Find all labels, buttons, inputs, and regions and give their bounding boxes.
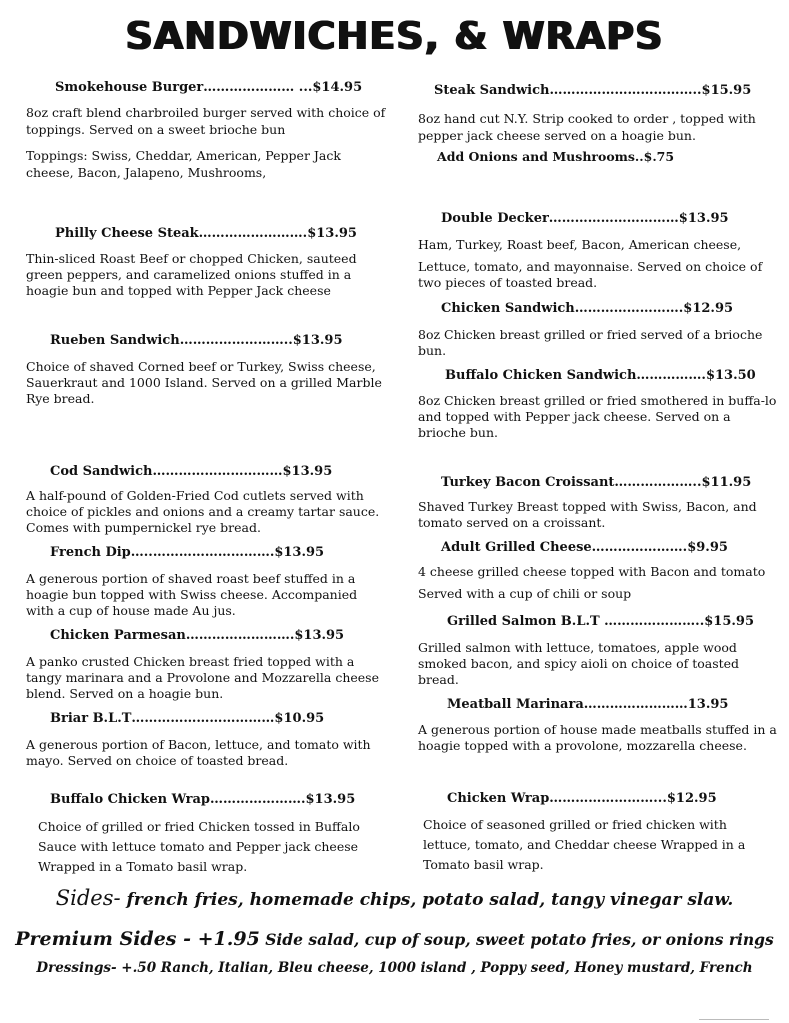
menu-item-description: 8oz Chicken breast grilled or fried smothered in buffa-lo and topped with Pepper jack cheese. Served on a brioche bun.	[418, 393, 777, 440]
menu-item-description: Shaved Turkey Breast topped with Swiss, Bacon, and tomato served on a croissant.	[418, 499, 757, 530]
menu-item-name: Steak Sandwich……………………………..$15.95	[434, 83, 752, 98]
description-line: 8oz craft blend charbroiled burger served with choice of toppings. Served on a sweet brioche bun	[26, 105, 386, 137]
menu-item-description: A generous portion of shaved roast beef stuffed in a hoagie bun topped with Swiss cheese. Accompanied with a cup of house made Au jus.	[26, 571, 358, 618]
description-line: 4 cheese grilled cheese topped with Bacon and tomato	[418, 564, 766, 579]
premium-sides-line	[0, 928, 789, 950]
menu-item-name: Chicken Parmesan…………………….$13.95	[50, 628, 345, 643]
menu-item-name: Buffalo Chicken Wrap………………….$13.95	[50, 792, 356, 807]
menu-item-name: Cod Sandwich…………………………$13.95	[50, 464, 333, 479]
sides-list: french fries, homemade chips, potato salad, tangy vinegar slaw.	[120, 890, 734, 910]
menu-item-description: Thin-sliced Roast Beef or chopped Chicken, sauteed green peppers, and caramelized onions stuffed in a hoagie bun and topped with Pepper Jack cheese	[26, 251, 357, 298]
premium-sides-label: Premium Sides - +1.95	[15, 928, 260, 950]
menu-item-name: Chicken Sandwich…………………….$12.95	[441, 301, 734, 316]
description-line: Toppings: Swiss, Cheddar, American, Pepper Jack cheese, Bacon, Jalapeno, Mushrooms,	[26, 148, 341, 180]
menu-item-name: Rueben Sandwich……………………..$13.95	[50, 333, 343, 348]
description-line: Add Onions and Mushrooms..$.75	[437, 149, 675, 164]
menu-item-name: Turkey Bacon Croissant………………..$11.95	[441, 475, 752, 490]
page-title: SANDWICHES, & WRAPS	[125, 14, 664, 58]
menu-item-description	[26, 104, 386, 181]
menu-item-name: Briar B.L.T……………………………$10.95	[50, 711, 325, 726]
menu-item-description: A half-pound of Golden-Fried Cod cutlets served with choice of pickles and onions and a creamy tartar sauce. Comes with pumpernickel rye bread.	[26, 488, 380, 535]
menu-item-description: A generous portion of house made meatballs stuffed in a hoagie topped with a provolone, mozzarella cheese.	[418, 722, 777, 753]
menu-item-name: Chicken Wrap……………………...$12.95	[447, 791, 717, 806]
menu-item-description: Grilled salmon with lettuce, tomatoes, apple wood smoked bacon, and spicy aioli on choice of toasted bread.	[418, 640, 740, 687]
menu-item-name: Philly Cheese Steak…………………….$13.95	[55, 226, 357, 241]
menu-item-description: Choice of shaved Corned beef or Turkey, Swiss cheese, Sauerkraut and 1000 Island. Served on a grilled Marble Rye bread.	[26, 359, 382, 406]
sides-line	[0, 886, 789, 910]
menu-item-description	[418, 564, 778, 602]
menu-item-description	[418, 237, 778, 291]
menu-item-name: Meatball Marinara……………………13.95	[447, 697, 729, 712]
menu-item-description: 8oz Chicken breast grilled or fried served of a brioche bun.	[418, 327, 763, 358]
page-edge-divider	[699, 1019, 769, 1020]
menu-item-description: Choice of seasoned grilled or fried chicken with lettuce, tomato, and Cheddar cheese Wrapped in a Tomato basil wrap.	[423, 817, 746, 872]
description-line: Lettuce, tomato, and mayonnaise. Served on choice of two pieces of toasted bread.	[418, 259, 763, 290]
menu-item-name: Adult Grilled Cheese………………….$9.95	[441, 540, 728, 555]
description-line: Ham, Turkey, Roast beef, Bacon, American cheese,	[418, 237, 742, 252]
description-line: 8oz hand cut N.Y. Strip cooked to order , topped with pepper jack cheese served on a hoagie bun.	[418, 111, 756, 143]
premium-sides-list: Side salad, cup of soup, sweet potato fries, or onions rings	[259, 930, 774, 949]
menu-item-name: Grilled Salmon B.L.T …………………..$15.95	[447, 614, 754, 629]
sides-label: Sides-	[55, 886, 121, 910]
menu-item-description: A panko crusted Chicken breast fried topped with a tangy marinara and a Provolone and Mozzarella cheese blend. Served on a hoagie bun.	[26, 654, 379, 701]
description-line: Served with a cup of chili or soup	[418, 586, 632, 601]
menu-item-name: Buffalo Chicken Sandwich…………….$13.50	[445, 368, 756, 383]
menu-item-name: Double Decker…………………………$13.95	[441, 211, 729, 226]
menu-item-name: Smokehouse Burger………………… ...$14.95	[55, 80, 363, 95]
menu-item-description	[418, 110, 778, 165]
menu-item-name: French Dip…..……………………….$13.95	[50, 545, 325, 560]
menu-item-description: A generous portion of Bacon, lettuce, and tomato with mayo. Served on choice of toasted bread.	[26, 737, 371, 768]
dressings-line: Dressings- +.50 Ranch, Italian, Bleu cheese, 1000 island , Poppy seed, Honey mustard, French	[36, 960, 753, 976]
menu-item-description: Choice of grilled or fried Chicken tossed in Buffalo Sauce with lettuce tomato and Pepper jack cheese Wrapped in a Tomato basil wrap.	[38, 819, 360, 874]
